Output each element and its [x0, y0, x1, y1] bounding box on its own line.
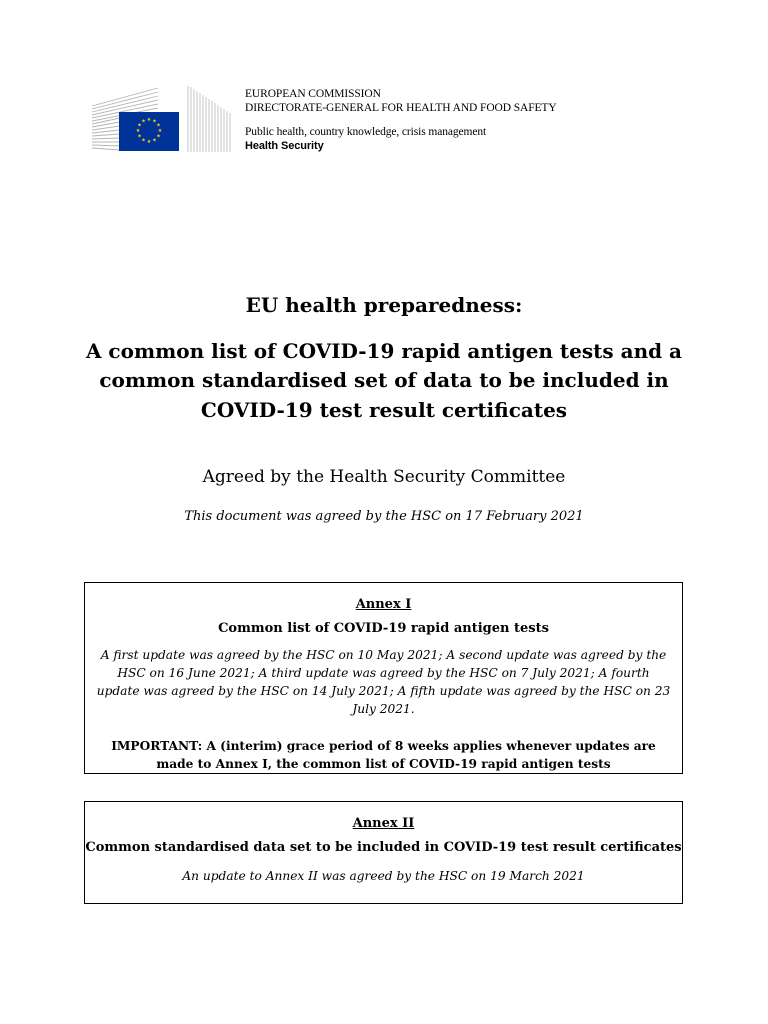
unit-title: Health Security	[245, 139, 324, 152]
agreed-date-note: This document was agreed by the HSC on 17 February 2021	[184, 509, 584, 524]
annex-1-important-note: IMPORTANT: A (interim) grace period of 8 weeks applies whenever updates are made to Annex I, the common list of COVID-19 rapid antigen tests	[111, 739, 656, 771]
svg-text:★: ★	[152, 118, 157, 125]
svg-text:★: ★	[157, 127, 163, 134]
svg-text:★: ★	[146, 138, 152, 145]
svg-text:★: ★	[156, 133, 161, 140]
unit-name: Public health, country knowledge, crisis management	[245, 126, 487, 138]
annex-2-heading: Annex II	[352, 816, 415, 831]
annex-1-updates: A first update was agreed by the HSC on 10 May 2021; A second update was agreed by the HSC on 16 June 2021; A third update was agreed by the HSC on 7 July 2021; A fourth update was agreed by the HSC on 14 July 2021; A fifth update was agreed by the HSC on 23 July 2021.	[96, 648, 671, 716]
agreed-heading: Agreed by the Health Security Committee	[202, 467, 566, 487]
svg-text:★: ★	[137, 133, 142, 140]
annex-2-subtitle: Common standardised data set to be included in COVID-19 test result certificates	[85, 840, 682, 855]
title-line-1: EU health preparedness:	[245, 293, 523, 317]
document-title	[60, 291, 708, 425]
svg-text:★: ★	[135, 127, 141, 134]
svg-text:★: ★	[141, 137, 146, 144]
directorate-name: DIRECTORATE-GENERAL FOR HEALTH AND FOOD SAFETY	[245, 101, 557, 114]
organisation-name: EUROPEAN COMMISSION	[245, 88, 381, 100]
european-commission-logo-icon	[90, 84, 232, 154]
organisation-block	[245, 88, 557, 152]
annex-1-box	[84, 582, 683, 774]
title-line-2: A common list of COVID-19 rapid antigen tests and a common standardised set of data to be included in COVID-19 test result certificates	[85, 338, 683, 422]
svg-text:★: ★	[152, 137, 157, 144]
annex-1-subtitle: Common list of COVID-19 rapid antigen tests	[218, 621, 549, 636]
svg-text:★: ★	[146, 116, 152, 123]
svg-text:★: ★	[156, 122, 161, 129]
annex-1-heading: Annex I	[355, 597, 412, 612]
annex-2-update: An update to Annex II was agreed by the HSC on 19 March 2021	[182, 869, 585, 883]
svg-text:★: ★	[137, 122, 142, 129]
annex-2-box	[84, 801, 683, 904]
svg-text:★: ★	[141, 118, 146, 125]
